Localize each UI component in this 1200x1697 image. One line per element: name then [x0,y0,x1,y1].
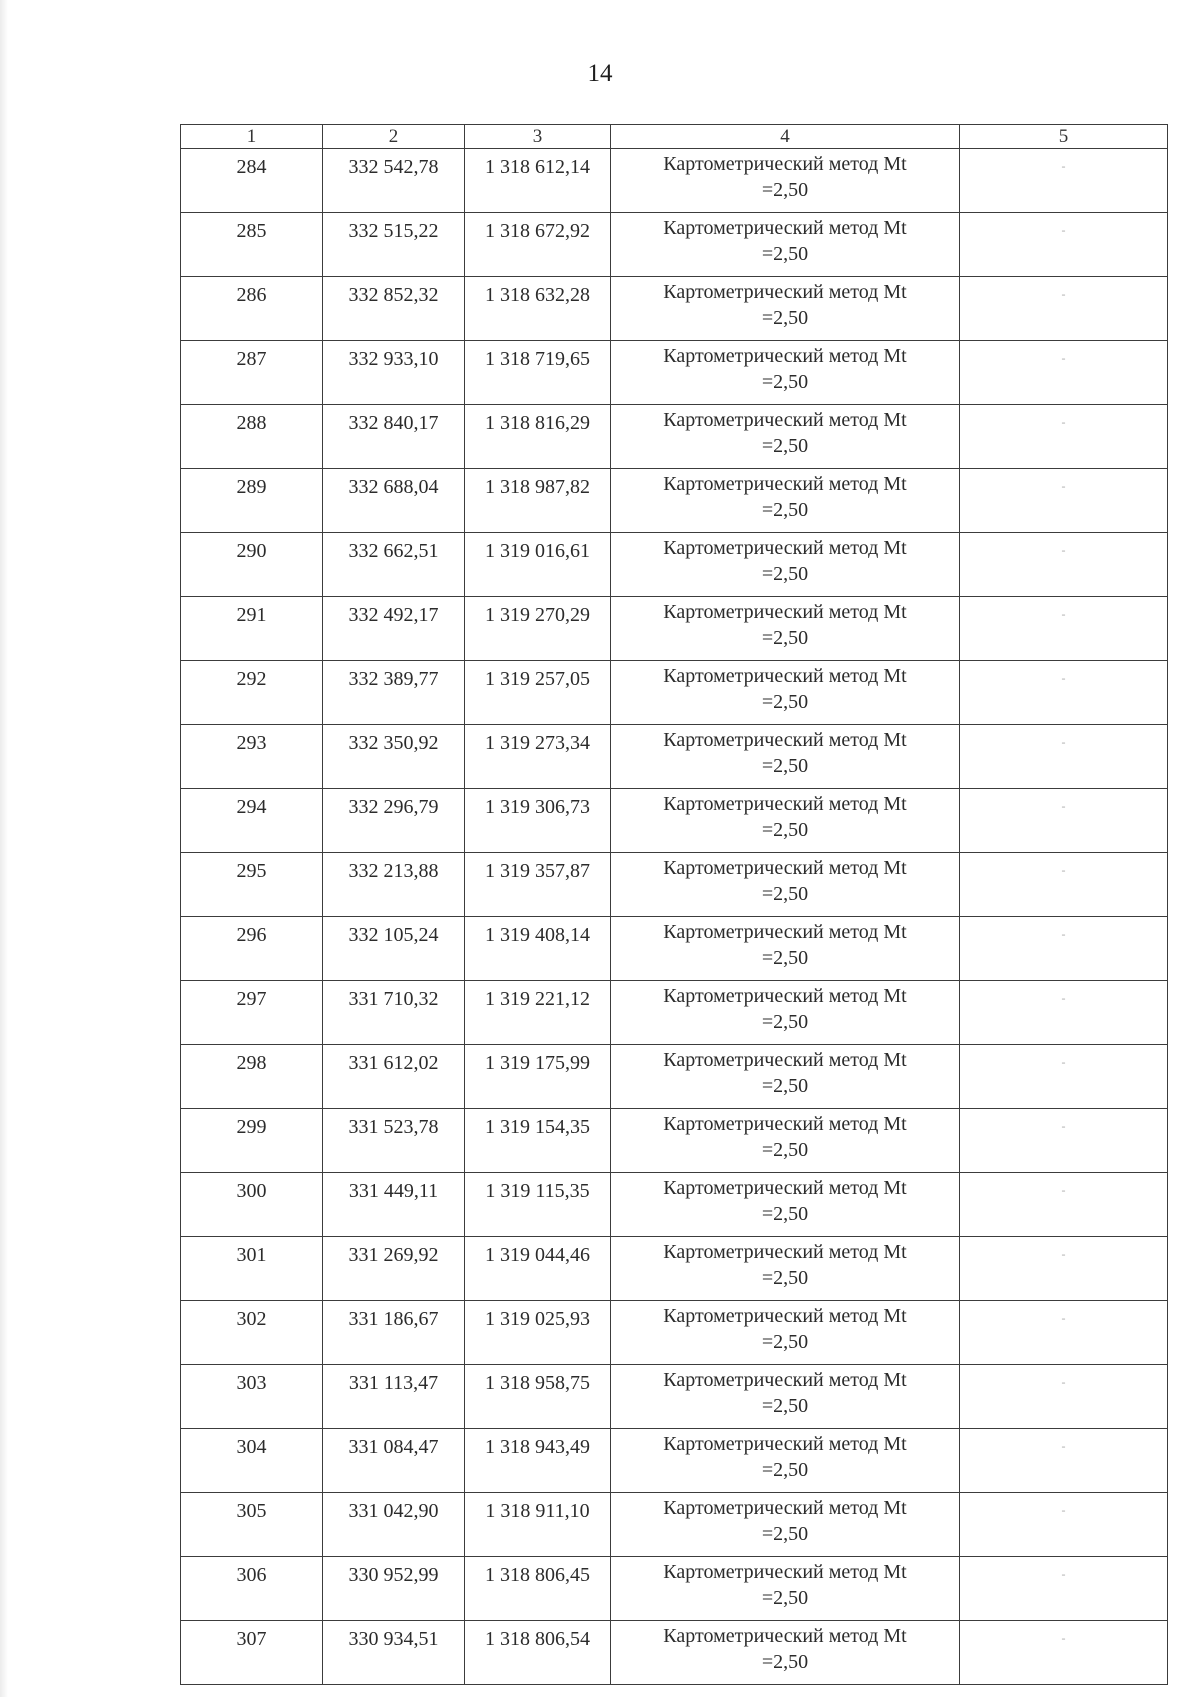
note-cell: - [960,1173,1168,1237]
coordinates-table [180,124,1168,1685]
method-accuracy-value: =2,50 [761,1459,809,1481]
x-coordinate-cell: 330 934,51 [323,1621,465,1685]
y-coordinate-cell: 1 319 408,14 [465,917,611,981]
x-coordinate-cell: 331 084,47 [323,1429,465,1493]
x-coordinate-cell: 332 389,77 [323,661,465,725]
method-cell [611,1429,960,1493]
y-coordinate-cell: 1 318 943,49 [465,1429,611,1493]
method-cell [611,1621,960,1685]
x-coordinate-cell: 331 523,78 [323,1109,465,1173]
method-text: Картометрический метод Mt [663,793,907,815]
method-text: Картометрический метод Mt [663,217,907,239]
note-cell: - [960,917,1168,981]
method-accuracy-value: =2,50 [761,947,809,969]
table-row [181,1045,1168,1109]
x-coordinate-cell: 332 688,04 [323,469,465,533]
method-text: Картометрический метод Mt [663,409,907,431]
y-coordinate-cell: 1 318 719,65 [465,341,611,405]
table-row [181,1237,1168,1301]
note-cell: - [960,533,1168,597]
method-cell [611,341,960,405]
table-row [181,341,1168,405]
note-cell: - [960,789,1168,853]
note-cell: - [960,405,1168,469]
x-coordinate-cell: 332 213,88 [323,853,465,917]
note-cell: - [960,1045,1168,1109]
method-text: Картометрический метод Mt [663,601,907,623]
method-accuracy-value: =2,50 [761,883,809,905]
method-accuracy-value: =2,50 [761,755,809,777]
method-cell [611,1173,960,1237]
y-coordinate-cell: 1 319 175,99 [465,1045,611,1109]
method-cell [611,277,960,341]
point-number-cell: 293 [181,725,323,789]
method-accuracy-value: =2,50 [761,1651,809,1673]
method-accuracy-value: =2,50 [761,1395,809,1417]
x-coordinate-cell: 331 710,32 [323,981,465,1045]
point-number-cell: 299 [181,1109,323,1173]
method-cell [611,149,960,213]
method-text: Картометрический метод Mt [663,729,907,751]
note-cell: - [960,597,1168,661]
method-text: Картометрический метод Mt [663,1433,907,1455]
method-text: Картометрический метод Mt [663,1561,907,1583]
y-coordinate-cell: 1 318 806,54 [465,1621,611,1685]
method-text: Картометрический метод Mt [663,1497,907,1519]
method-cell [611,1109,960,1173]
method-cell [611,1493,960,1557]
method-text: Картометрический метод Mt [663,1305,907,1327]
table-row [181,277,1168,341]
table-row [181,533,1168,597]
method-accuracy-value: =2,50 [761,307,809,329]
point-number-cell: 302 [181,1301,323,1365]
table-row [181,597,1168,661]
header-col-1: 1 [181,125,323,149]
point-number-cell: 305 [181,1493,323,1557]
method-cell [611,405,960,469]
point-number-cell: 287 [181,341,323,405]
header-col-3: 3 [465,125,611,149]
method-cell [611,533,960,597]
header-row [181,125,1168,149]
y-coordinate-cell: 1 318 612,14 [465,149,611,213]
x-coordinate-cell: 331 042,90 [323,1493,465,1557]
method-cell [611,469,960,533]
header-col-2: 2 [323,125,465,149]
method-accuracy-value: =2,50 [761,179,809,201]
table-row [181,1109,1168,1173]
method-accuracy-value: =2,50 [761,243,809,265]
method-text: Картометрический метод Mt [663,665,907,687]
y-coordinate-cell: 1 319 221,12 [465,981,611,1045]
table-row [181,213,1168,277]
method-accuracy-value: =2,50 [761,1267,809,1289]
page-number: 14 [587,60,613,87]
x-coordinate-cell: 332 933,10 [323,341,465,405]
method-text: Картометрический метод Mt [663,985,907,1007]
note-cell: - [960,341,1168,405]
note-cell: - [960,1237,1168,1301]
x-coordinate-cell: 330 952,99 [323,1557,465,1621]
method-text: Картометрический метод Mt [663,1625,907,1647]
method-cell [611,1045,960,1109]
note-cell: - [960,1557,1168,1621]
point-number-cell: 296 [181,917,323,981]
point-number-cell: 298 [181,1045,323,1109]
note-cell: - [960,213,1168,277]
method-cell [611,1237,960,1301]
method-accuracy-value: =2,50 [761,1139,809,1161]
note-cell: - [960,1301,1168,1365]
method-accuracy-value: =2,50 [761,435,809,457]
y-coordinate-cell: 1 319 154,35 [465,1109,611,1173]
point-number-cell: 307 [181,1621,323,1685]
coordinates-table-container [180,124,1167,1685]
table-row [181,661,1168,725]
table-row [181,725,1168,789]
note-cell: - [960,1621,1168,1685]
y-coordinate-cell: 1 319 273,34 [465,725,611,789]
point-number-cell: 291 [181,597,323,661]
x-coordinate-cell: 331 269,92 [323,1237,465,1301]
note-cell: - [960,1493,1168,1557]
method-accuracy-value: =2,50 [761,691,809,713]
method-cell [611,789,960,853]
method-cell [611,597,960,661]
method-text: Картометрический метод Mt [663,1369,907,1391]
y-coordinate-cell: 1 319 115,35 [465,1173,611,1237]
table-row [181,1493,1168,1557]
method-accuracy-value: =2,50 [761,1075,809,1097]
point-number-cell: 300 [181,1173,323,1237]
method-accuracy-value: =2,50 [761,627,809,649]
method-text: Картометрический метод Mt [663,1049,907,1071]
y-coordinate-cell: 1 318 958,75 [465,1365,611,1429]
y-coordinate-cell: 1 318 911,10 [465,1493,611,1557]
header-col-4: 4 [611,125,960,149]
table-row [181,981,1168,1045]
method-cell [611,1557,960,1621]
point-number-cell: 301 [181,1237,323,1301]
point-number-cell: 289 [181,469,323,533]
table-row [181,1429,1168,1493]
point-number-cell: 306 [181,1557,323,1621]
method-text: Картометрический метод Mt [663,1177,907,1199]
point-number-cell: 284 [181,149,323,213]
x-coordinate-cell: 332 662,51 [323,533,465,597]
method-accuracy-value: =2,50 [761,819,809,841]
table-row [181,469,1168,533]
header-col-5: 5 [960,125,1168,149]
method-text: Картометрический метод Mt [663,345,907,367]
method-cell [611,1301,960,1365]
table-row [181,853,1168,917]
method-text: Картометрический метод Mt [663,1241,907,1263]
point-number-cell: 286 [181,277,323,341]
method-cell [611,213,960,277]
table-row [181,789,1168,853]
table-row [181,1557,1168,1621]
method-text: Картометрический метод Mt [663,857,907,879]
table-row [181,1301,1168,1365]
x-coordinate-cell: 331 612,02 [323,1045,465,1109]
y-coordinate-cell: 1 319 257,05 [465,661,611,725]
x-coordinate-cell: 332 852,32 [323,277,465,341]
method-cell [611,917,960,981]
method-cell [611,981,960,1045]
point-number-cell: 297 [181,981,323,1045]
y-coordinate-cell: 1 319 025,93 [465,1301,611,1365]
x-coordinate-cell: 331 113,47 [323,1365,465,1429]
x-coordinate-cell: 331 186,67 [323,1301,465,1365]
y-coordinate-cell: 1 319 270,29 [465,597,611,661]
x-coordinate-cell: 331 449,11 [323,1173,465,1237]
table-row [181,917,1168,981]
method-text: Картометрический метод Mt [663,921,907,943]
x-coordinate-cell: 332 492,17 [323,597,465,661]
note-cell: - [960,661,1168,725]
note-cell: - [960,469,1168,533]
point-number-cell: 294 [181,789,323,853]
point-number-cell: 295 [181,853,323,917]
method-text: Картометрический метод Mt [663,153,907,175]
table-header [181,125,1168,149]
note-cell: - [960,853,1168,917]
x-coordinate-cell: 332 840,17 [323,405,465,469]
method-accuracy-value: =2,50 [761,1011,809,1033]
scan-edge-shadow [0,0,8,1697]
note-cell: - [960,277,1168,341]
note-cell: - [960,1109,1168,1173]
method-accuracy-value: =2,50 [761,563,809,585]
note-cell: - [960,981,1168,1045]
method-accuracy-value: =2,50 [761,1587,809,1609]
y-coordinate-cell: 1 318 987,82 [465,469,611,533]
y-coordinate-cell: 1 319 306,73 [465,789,611,853]
x-coordinate-cell: 332 296,79 [323,789,465,853]
method-accuracy-value: =2,50 [761,1203,809,1225]
point-number-cell: 304 [181,1429,323,1493]
method-cell [611,725,960,789]
x-coordinate-cell: 332 105,24 [323,917,465,981]
y-coordinate-cell: 1 318 632,28 [465,277,611,341]
method-text: Картометрический метод Mt [663,1113,907,1135]
point-number-cell: 288 [181,405,323,469]
y-coordinate-cell: 1 318 672,92 [465,213,611,277]
method-accuracy-value: =2,50 [761,1523,809,1545]
method-text: Картометрический метод Mt [663,537,907,559]
method-cell [611,853,960,917]
x-coordinate-cell: 332 350,92 [323,725,465,789]
y-coordinate-cell: 1 318 816,29 [465,405,611,469]
y-coordinate-cell: 1 319 357,87 [465,853,611,917]
table-row [181,149,1168,213]
point-number-cell: 285 [181,213,323,277]
method-text: Картометрический метод Mt [663,281,907,303]
table-row [181,405,1168,469]
table-body [181,149,1168,1685]
note-cell: - [960,1429,1168,1493]
y-coordinate-cell: 1 319 016,61 [465,533,611,597]
point-number-cell: 292 [181,661,323,725]
point-number-cell: 290 [181,533,323,597]
method-cell [611,661,960,725]
note-cell: - [960,1365,1168,1429]
y-coordinate-cell: 1 319 044,46 [465,1237,611,1301]
method-accuracy-value: =2,50 [761,499,809,521]
x-coordinate-cell: 332 542,78 [323,149,465,213]
y-coordinate-cell: 1 318 806,45 [465,1557,611,1621]
table-row [181,1621,1168,1685]
method-cell [611,1365,960,1429]
note-cell: - [960,149,1168,213]
note-cell: - [960,725,1168,789]
method-text: Картометрический метод Mt [663,473,907,495]
method-accuracy-value: =2,50 [761,1331,809,1353]
method-accuracy-value: =2,50 [761,371,809,393]
x-coordinate-cell: 332 515,22 [323,213,465,277]
table-row [181,1365,1168,1429]
table-row [181,1173,1168,1237]
point-number-cell: 303 [181,1365,323,1429]
